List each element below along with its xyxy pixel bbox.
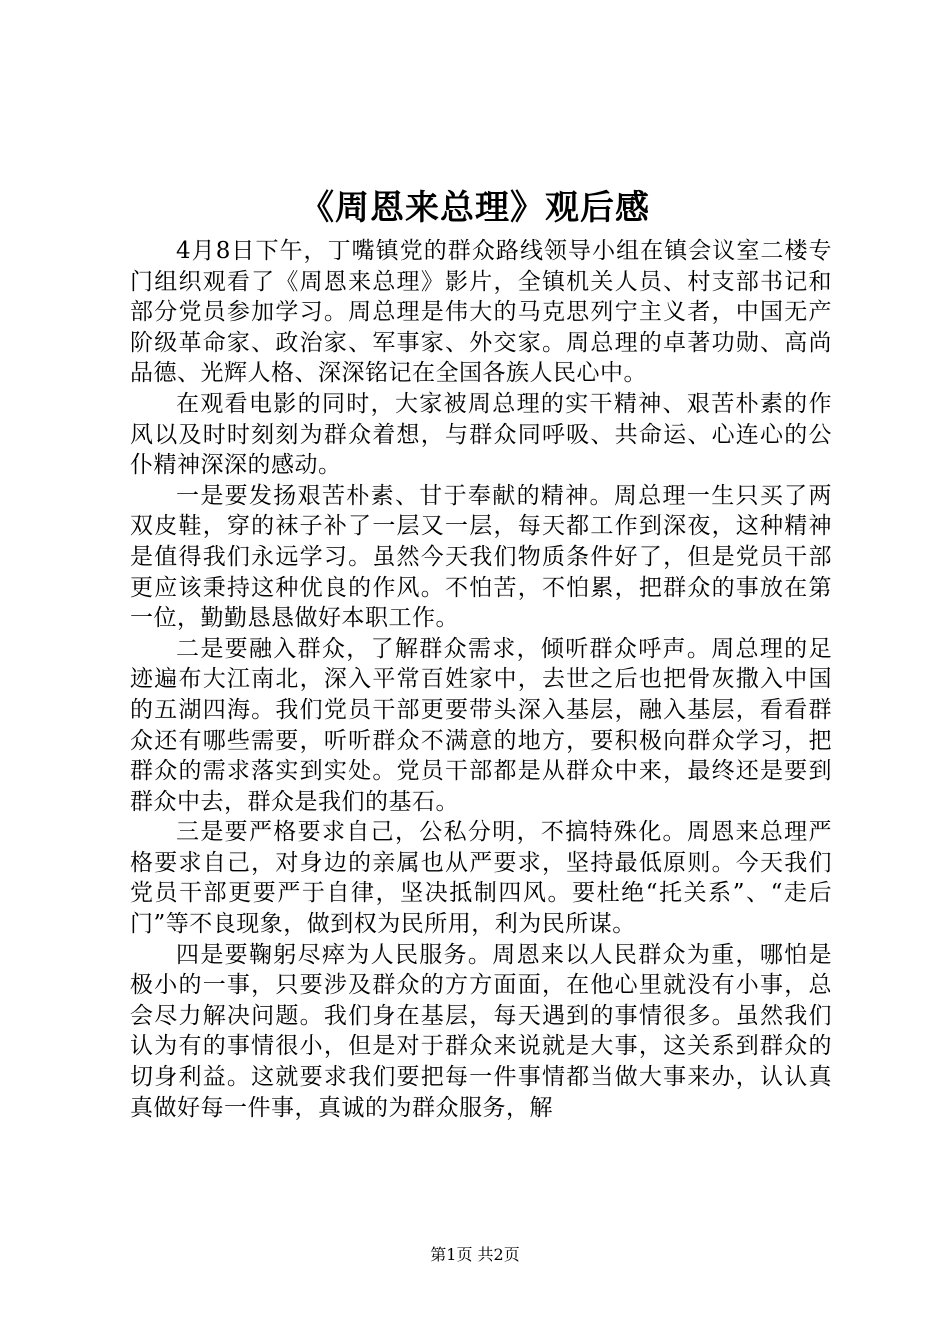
page-number-footer: 第1页 共2页 <box>430 1245 520 1264</box>
paragraph-point-four: 四是要鞠躬尽瘁为人民服务。周恩来以人民群众为重，哪怕是极小的一事，只要涉及群众的方方面面，在他心里就没有小事，总会尽力解决问题。我们身在基层，每天遇到的事情很多。虽然我们认为有的事情很小，但是对于群众来说就是大事，这关系到群众的切身利益。这就要求我们要把每一件事情都当做大事来办，认认真真做好每一件事，真诚的为群众服务，解 <box>130 941 832 1121</box>
paragraph-intro: 4月8日下午，丁嘴镇党的群众路线领导小组在镇会议室二楼专门组织观看了《周恩来总理》影片，全镇机关人员、村支部书记和部分党员参加学习。周总理是伟大的马克思列宁主义者，中国无产阶级革命家、政治家、军事家、外交家。周总理的卓著功勋、高尚品德、光辉人格、深深铭记在全国各族人民心中。 <box>130 238 832 387</box>
paragraph-impression: 在观看电影的同时，大家被周总理的实干精神、艰苦朴素的作风以及时时刻刻为群众着想，与群众同呼吸、共命运、心连心的公仆精神深深的感动。 <box>130 390 832 479</box>
paragraph-point-two: 二是要融入群众，了解群众需求，倾听群众呼声。周总理的足迹遍布大江南北，深入平常百姓家中，去世之后也把骨灰撒入中国的五湖四海。我们党员干部更要带头深入基层，融入基层，看看群众还有哪些需要，听听群众不满意的地方，要积极向群众学习，把群众的需求落实到实处。党员干部都是从群众中来，最终还是要到群众中去，群众是我们的基石。 <box>130 635 832 815</box>
paragraph-point-one: 一是要发扬艰苦朴素、甘于奉献的精神。周总理一生只买了两双皮鞋，穿的袜子补了一层又一层，每天都工作到深夜，这种精神是值得我们永远学习。虽然今天我们物质条件好了，但是党员干部更应该秉持这种优良的作风。不怕苦，不怕累，把群众的事放在第一位，勤勤恳恳做好本职工作。 <box>130 482 832 632</box>
document-title: 《周恩来总理》观后感 <box>300 188 650 228</box>
paragraph-point-three: 三是要严格要求自己，公私分明，不搞特殊化。周恩来总理严格要求自己，对身边的亲属也从严要求，坚持最低原则。今天我们党员干部更要严于自律，坚决抵制四风。要杜绝“托关系”、“走后门”等不良现象，做到权为民所用，利为民所谋。 <box>130 819 832 938</box>
document-body <box>130 236 832 1123</box>
